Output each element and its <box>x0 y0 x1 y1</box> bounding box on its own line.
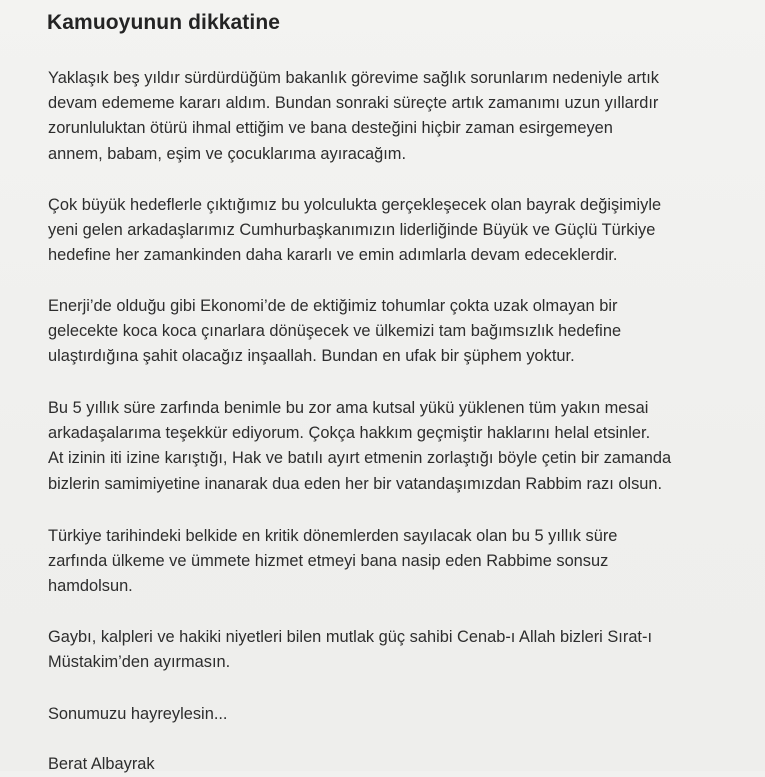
paragraph-line: hamdolsun. <box>48 577 133 596</box>
closing-line <box>48 702 227 727</box>
signature <box>48 752 155 777</box>
paragraph-6 <box>48 625 652 675</box>
paragraph-line: zarfında ülkeme ve ümmete hizmet etmeyi bana nasip eden Rabbime sonsuz <box>48 552 609 571</box>
paragraph-line: gelecekte koca koca çınarlara dönüşecek ve ülkemizi tam bağımsızlık hedefine <box>48 322 622 341</box>
paragraph-line: Müstakim’den ayırmasın. <box>48 653 231 672</box>
signature-name: Berat Albayrak <box>48 755 155 773</box>
paragraph-line: zorunluluktan ötürü ihmal ettiğim ve bana desteğini hiçbir zaman esirgemeyen <box>48 119 613 138</box>
paragraph-line: hedefine her zamankinden daha kararlı ve emin adımlarla devam edeceklerdir. <box>48 246 618 265</box>
paragraph-line: Bu 5 yıllık süre zarfında benimle bu zor ama kutsal yükü yüklenen tüm yakın mesai <box>48 399 649 417</box>
paragraph-3 <box>48 294 621 370</box>
paragraph-line: yeni gelen arkadaşlarımız Cumhurbaşkanımızın liderliğinde Büyük ve Güçlü Türkiye <box>48 221 656 240</box>
paragraph-line: bizlerin samimiyetine inanarak dua eden her bir vatandaşımızdan Rabbim razı olsun. <box>48 474 663 493</box>
paragraph-line: At izinin iti izine karıştığı, Hak ve batılı ayırt etmenin zorlaştığı böyle çetin bir zamanda <box>48 449 672 468</box>
paragraph-line: Sonumuzu hayreylesin... <box>48 705 228 723</box>
paragraph-5 <box>48 524 617 600</box>
paragraph-1 <box>48 66 659 167</box>
paragraph-line: Türkiye tarihindeki belkide en kritik dönemlerden sayılacak olan bu 5 yıllık süre <box>48 527 618 545</box>
paragraph-2 <box>48 193 661 269</box>
paragraph-line: ulaştırdığına şahit olacağız inşaallah. Bundan en ufak bir şüphem yoktur. <box>48 347 575 366</box>
paragraph-line: annem, babam, eşim ve çocuklarıma ayıracağım. <box>48 144 407 163</box>
paragraph-line: Gaybı, kalpleri ve hakiki niyetleri bilen mutlak güç sahibi Cenab-ı Allah bizleri Sırat-ı <box>48 628 652 646</box>
paragraph-line: Yaklaşık beş yıldır sürdürdüğüm bakanlık görevime sağlık sorunlarım nedeniyle artık <box>48 69 659 87</box>
paragraph-line: Enerji’de olduğu gibi Ekonomi’de de ektiğimiz tohumlar çokta uzak olmayan bir <box>48 297 618 315</box>
paragraph-line: arkadaşalarıma teşekkür ediyorum. Çokça hakkım geçmiştir haklarını helal etsinler. <box>48 424 651 443</box>
paragraph-4 <box>48 396 671 497</box>
paragraph-line: Çok büyük hedeflerle çıktığımız bu yolculukta gerçekleşecek olan bayrak değişimiyle <box>48 196 662 214</box>
page-title: Kamuoyunun dikkatine <box>47 11 281 34</box>
paragraph-line: devam edememe kararı aldım. Bundan sonraki süreçte artık zamanımı uzun yıllardır <box>48 94 659 113</box>
